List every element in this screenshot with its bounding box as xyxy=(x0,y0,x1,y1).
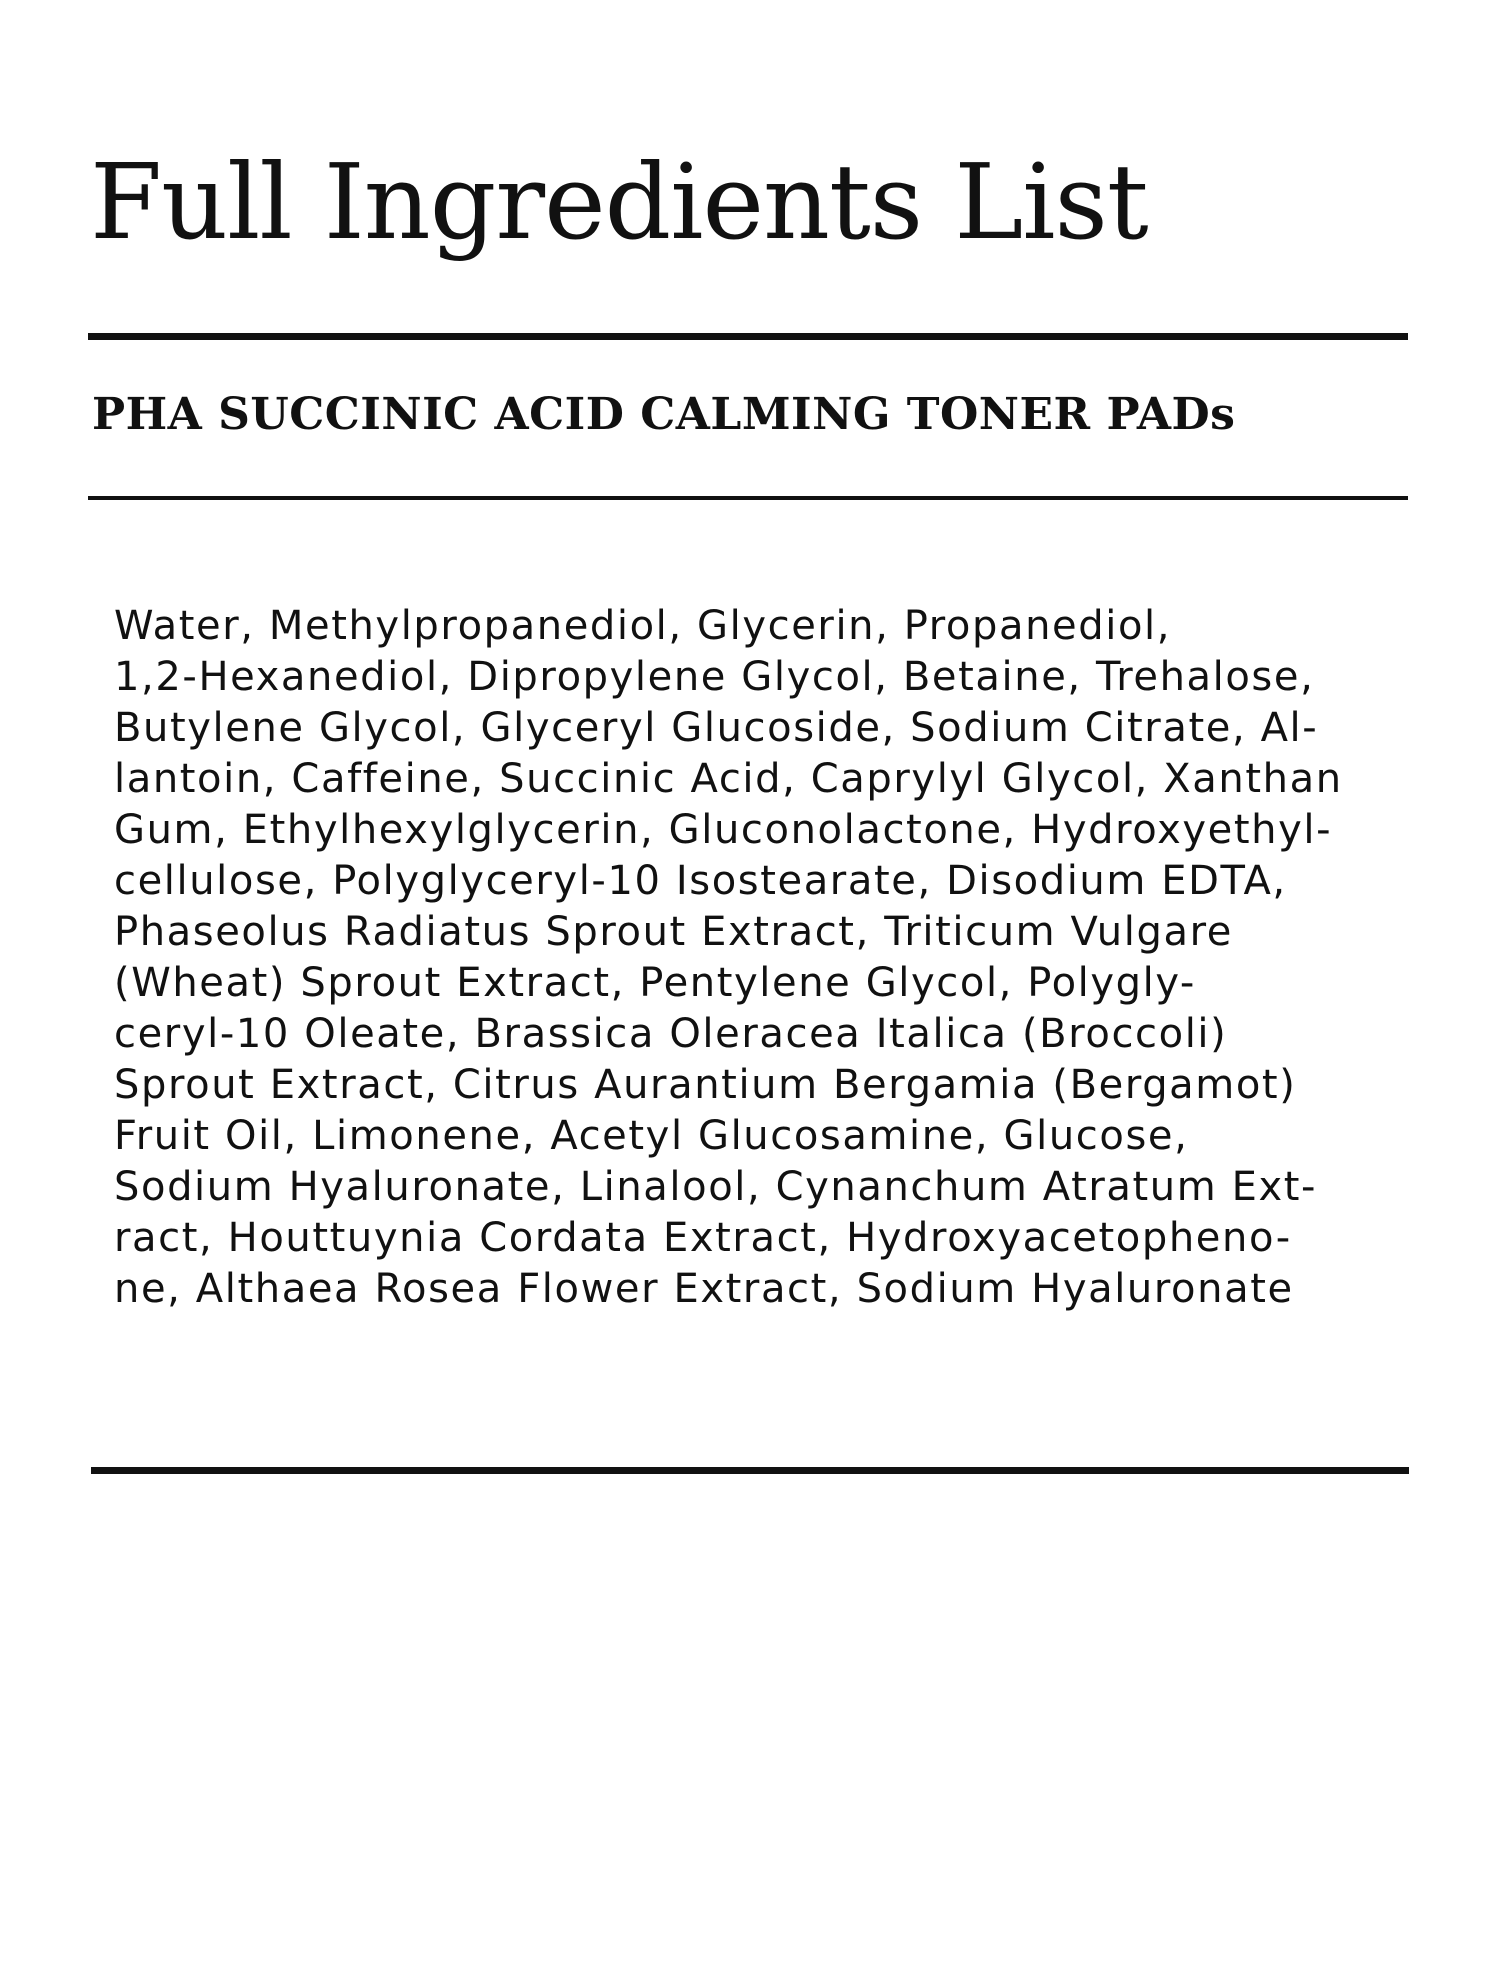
page-title: Full Ingredients List xyxy=(90,141,1148,263)
ingredients-line: Fruit Oil, Limonene, Acetyl Glucosamine, Glucose, xyxy=(114,1113,1189,1159)
product-name: PHA SUCCINIC ACID CALMING TONER PADs xyxy=(92,389,1236,440)
ingredients-line: (Wheat) Sprout Extract, Pentylene Glycol, Polygly- xyxy=(114,960,1196,1006)
ingredients-line: ceryl-10 Oleate, Brassica Oleracea Italica (Broccoli) xyxy=(114,1011,1228,1057)
ingredients-line: 1,2-Hexanediol, Dipropylene Glycol, Betaine, Trehalose, xyxy=(114,654,1315,700)
ingredients-line: Water, Methylpropanediol, Glycerin, Propanediol, xyxy=(114,603,1172,649)
top-divider xyxy=(88,333,1408,340)
ingredients-line: Sodium Hyaluronate, Linalool, Cynanchum Atratum Ext- xyxy=(114,1164,1318,1210)
ingredients-line: lantoin, Caffeine, Succinic Acid, Caprylyl Glycol, Xanthan xyxy=(114,756,1343,802)
ingredients-list xyxy=(114,601,1343,1315)
ingredients-line: Gum, Ethylhexylglycerin, Gluconolactone, Hydroxyethyl- xyxy=(114,807,1333,853)
bottom-divider xyxy=(91,1467,1409,1474)
ingredients-line: Phaseolus Radiatus Sprout Extract, Triticum Vulgare xyxy=(114,909,1233,955)
ingredients-line: ract, Houttuynia Cordata Extract, Hydroxyacetopheno- xyxy=(114,1215,1292,1261)
middle-divider xyxy=(88,496,1408,500)
ingredients-line: cellulose, Polyglyceryl-10 Isostearate, Disodium EDTA, xyxy=(114,858,1287,904)
ingredients-line: ne, Althaea Rosea Flower Extract, Sodium Hyaluronate xyxy=(114,1266,1294,1312)
ingredients-line: Sprout Extract, Citrus Aurantium Bergamia (Bergamot) xyxy=(114,1062,1297,1108)
ingredients-line: Butylene Glycol, Glyceryl Glucoside, Sodium Citrate, Al- xyxy=(114,705,1319,751)
